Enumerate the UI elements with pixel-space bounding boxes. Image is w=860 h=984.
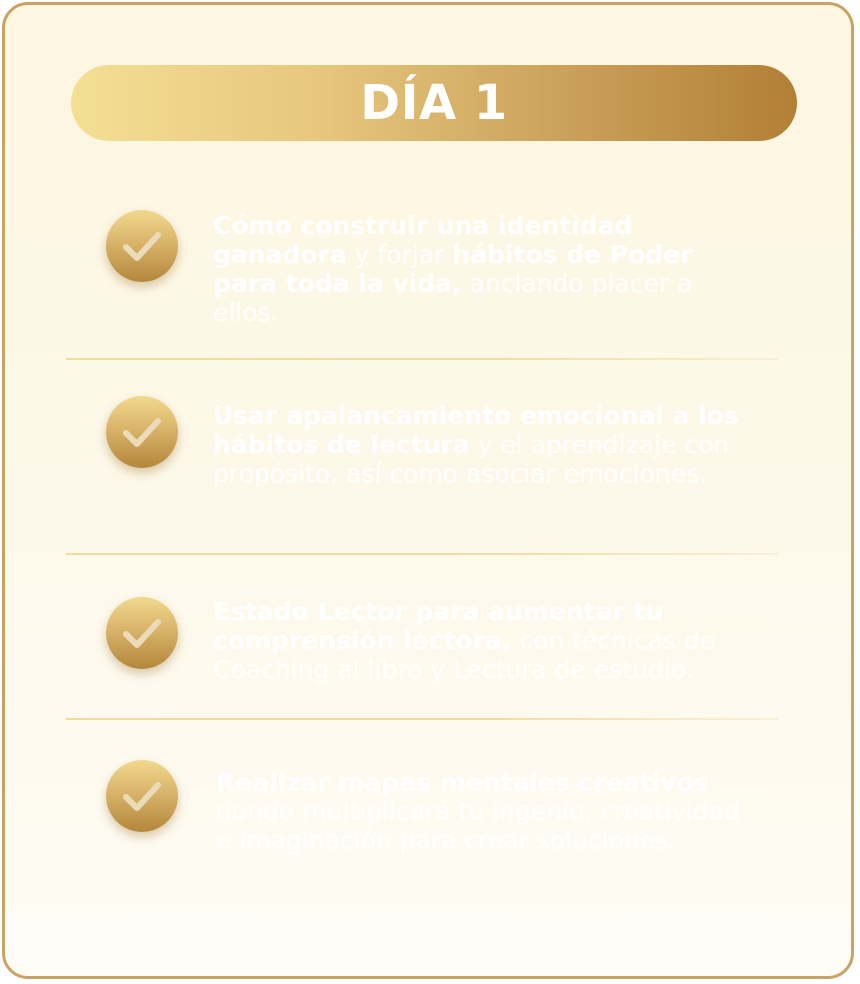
item-text: Estado Lector para aumentar tu comprensión lectora, con técnicas de Coaching al libro y Lectura de estudio.: [213, 597, 716, 684]
divider: [66, 553, 778, 555]
item-text: Usar apalancamiento emocional a los hábitos de lectura y el aprendizaje con propósito, así como asociar emociones.: [213, 401, 739, 488]
checkmark-icon: [106, 210, 178, 282]
item-text: Cómo construir una identidad ganadora y forjar hábitos de Poder para toda la vida, anclando placer a ellos.: [213, 211, 693, 327]
checkmark-icon: [106, 597, 178, 669]
day-title: DÍA 1: [360, 75, 508, 131]
checkmark-icon: [106, 396, 178, 468]
divider: [66, 718, 778, 720]
divider: [66, 358, 778, 360]
day-header-pill: [71, 65, 797, 141]
item-text: Realizar mapas mentales creativos donde multiplicará tu ingenio, creatividad e imaginación para crear soluciones.: [216, 768, 740, 855]
checkmark-icon: [106, 760, 178, 832]
